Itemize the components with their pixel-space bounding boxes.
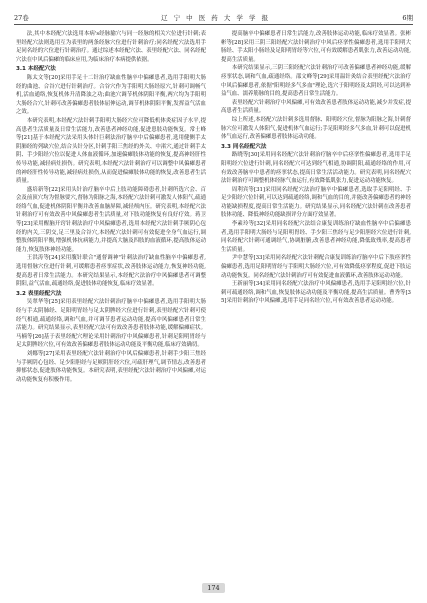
body-paragraph: 吴翠华等[25]采用表里经配穴法针刺治疗脑卒中偏瘫患者,选用手阳明大肠经与手太阴肺经、足阳明胃经与足太阴脾经穴位进行针刺,表里经配穴针刺可使经气相通,疏通经络,调和气血,并可调节患者运动功能,提高中风偏瘫患者日常生活能力。研究结果显示,表里经配穴法可有效改善患者肢体功能,缓解偏瘫症状。马楠等[26]基于表里经配穴理论采用针刺治疗中风偏瘫患者,针刺足阳明胃经与足太阴脾经穴位,可有效改善偏瘫患者肢体运动功能及平衡功能,临床疗效确切。 (16, 299, 206, 349)
page-number: 174 (202, 583, 224, 593)
section-heading: 3.3 同名经配穴法 (221, 143, 267, 150)
body-paragraph: 盛培新等[22]采用头针治疗脑卒中后上肢功能障碍患者,针刺所选穴会、百会及前顶穴均为督脉要穴,督脉为阳脉之海,本经配穴法针刺可激发人体阳气,疏通经络气血,促进机体阴阳平衡并改善血脑屏障,减轻颅内压。研究表明,本经配穴法针刺治疗可有效改善中风偏瘫患者生活质量,对下肢功能恢复有良好疗效。蒋卫等[23]采用醒脑开窍针刺法治疗中风偏瘫患者,选用本经配穴法针刺手厥阴心包经的内关,三阴交,足三里及合谷穴,本经配穴法针刺可有效促进全身气血运行,调整肢体阴阳平衡,增强机体抗病能力,并提高大脑及四肢的血液循环,提高肢体运动能力,恢复肢体神经功能。 (16, 186, 206, 253)
body-paragraph: 本研究表明,本经配穴法针刺手阳明大肠经穴位可降低机体炎症因子水平,提高患者生活质量及日常生活能力,改善患者神经功能,促进患肢功能恢复。常士峰等[21]基于本经配穴法采用头体针巨刺法治疗脑卒中后偏瘫患者,选用健侧手太阴肺经的列缺穴位,结合头针分区,针刺手阳三焦经的外关、中渚穴,通过针刺手太阴、手少阳经穴位以促进人体血液循环,加速偏瘫肢体功能的恢复,提高神经肝性传导功能,减轻病灶损伤。研究表明,本经配穴法针刺治疗可以调整中风偏瘫患者的神经肝性传导功能,减轻病灶损伤,从而促进偏瘫肢体功能的恢复,改善患者生活质量。 (16, 117, 206, 185)
body-paragraph: 陈太文等[20]采用手足十二针治疗缺血性脑卒中偏瘫患者,选用手阳明大肠经的曲池、合谷穴进行针刺治疗。合谷穴作为手阳明大肠经原穴,针刺可调畅气机,活血通络,恢复机体升清降浊之功;曲池穴调节机体阴阳平衡,两穴均为手阳明大肠经合穴,针刺可改善偏瘫患者肢体屈伸运动,调节机体阴阳平衡,发挥益气活血之效。 (16, 74, 206, 116)
header-volume: 27卷 (14, 14, 29, 22)
page-number-footer (0, 583, 427, 593)
body-paragraph: 综上所述,本经配穴法针刺多选用督脉、阳明经穴位,督脉为阳脉之海,针刺督脉穴位可激发人体阳气,促进机体气血运行;手足阳明经多气多血,针刺可以促进机体气血运行,改善偏瘫患者肢体运动功能。 (221, 116, 411, 141)
body-paragraph: 路晓等[30]采用同名经配穴法针刺治疗脑卒中后痉挛性偏瘫患者,选用手足阳明经穴位进行针刺,同名经配穴可达到经气相通,协调阴阳,疏通经络的作用,可有效改善脑卒中患者的痉挛状态,提高日常生活活动能力。研究表明,同名经配穴法针刺治疗可调整机体经脉气血运行,有效降低肌张力,促进运动功能恢复。 (221, 152, 411, 185)
header-issue: 6期 (402, 14, 413, 22)
body-paragraph: 李素玲等[32]采用同名经配穴法结合康复训练治疗缺血性脑卒中后偏瘫患者,选用手阳明大肠经与足阳明胃经、手少阳三焦经与足少阳胆经穴位进行针刺,同名经配穴针刺可通调经气,协调脏腑,改善患者神经功能,降低致残率,提高患者生活质量。 (221, 221, 411, 253)
body-paragraph: 刘娜等[27]采用表里经配穴法针刺治疗中风后偏瘫患者,针刺手少阳三焦经与手厥阴心包经、足少阳胆经与足厥阴肝经穴位,可疏肝理气,调节情志,改善患者抑郁状态,促进肢体功能恢复。本研究表明,表里经配穴法针刺治疗中风偏瘫,对运动功能恢复有积极作用。 (16, 350, 206, 383)
body-paragraph: 表里经配穴针刺治疗中风偏瘫,可有效改善患者肢体运动功能,减少并发症,提高患者生活质量。 (221, 99, 411, 115)
section-heading: 3.2 表里经配穴法 (16, 290, 62, 297)
right-text-column (221, 30, 411, 575)
header-journal-title: 辽 宁 中 医 药 大 学 学 报 (161, 14, 271, 22)
body-paragraph: 提高脑卒中偏瘫患者日常生活能力,改善肢体运动功能,临床疗效显著。张彬彬等[28]采用三阴三阳经配穴法针刺治疗中风后痉挛性偏瘫患者,选用手阳明大肠经、手太阳小肠经及足阳明胃经等穴位,可有效缓解患者肌张力,改善运动功能,提高生活质量。 (221, 31, 411, 63)
body-paragraph: 王洪涛等[24]采用腹针联合"通督调神"针刺法治疗缺血性脑卒中偏瘫患者,选用督脉穴位进行针刺,可缓解患者痉挛症状,改善肢体运动能力,恢复神经功能,提高患者日常生活能力。本研究结果显示,本经配穴法治疗中风偏瘫患者可调整阴阳,益气活血,疏通经络,促进肢体功能恢复,临床疗效显著。 (16, 255, 206, 288)
section-heading: 3.1 本经配穴法 (16, 66, 56, 73)
body-paragraph: 王新丽等[34]采用同名经配穴法治疗中风偏瘫患者,选用手足阳明经穴位,针刺可疏通经络,调和气血,恢复肢体运动功能及平衡功能,提高生活质量。曹秀等[35]采用针刺治疗中风偏瘫,选用手足同名经穴位,可有效改善患者运动功能。 (221, 281, 411, 305)
body-paragraph: 尹中慧等[33]采用同名经配穴法针刺配合康复训练治疗脑卒中后下肢痉挛性偏瘫患者,选用足阳明胃经与手阳明大肠经穴位,可有效降低痉挛程度,促进下肢运动功能恢复。同名经配穴法针刺治疗可有效促进血液循环,改善肢体运动功能。 (221, 255, 411, 279)
running-header (14, 8, 413, 25)
body-paragraph: 法,其中本经配穴法选用本病's经脉腧穴与同一经脉的相关穴位进行针刺;表里经配穴法则选用互为表里的两条经脉穴位进行针刺治疗;同名经配穴法选用手足同名经的穴位进行针刺治疗。通过综述本经配穴法、表里经配穴法、同名经配穴法在中风后偏瘫的临床应用,为临床治疗本病提供依据。 (16, 31, 206, 63)
body-paragraph: 本研究结果显示,三阴三阳经配穴法针刺治疗可改善偏瘫患者神经功能,缓解痉挛状态,调和气血,疏通经络。邵文峰等[29]采用温针灸结合表里经配穴法治疗中风后偏瘫患者,依据"阳明经多气多血"理论,选穴于阳明经及太阴经,可以达到补益气血、濡养筋脉的目的,提高患者日常生活能力。 (221, 65, 411, 98)
left-text-column (16, 30, 206, 575)
body-paragraph: 周利宾等[31]采用同名经配穴法治疗脑卒中偏瘫患者,选取手足阳明经、手足少阳经穴位针刺,可以达到疏通经络,调和气血的目的,并能改善偏瘫患者的神经功能缺损程度,提高日常生活能力。研究结果显示,同名经配穴法针刺在改善患者肢体功能、降低神经功能缺损评分方面疗效显著。 (221, 186, 411, 219)
